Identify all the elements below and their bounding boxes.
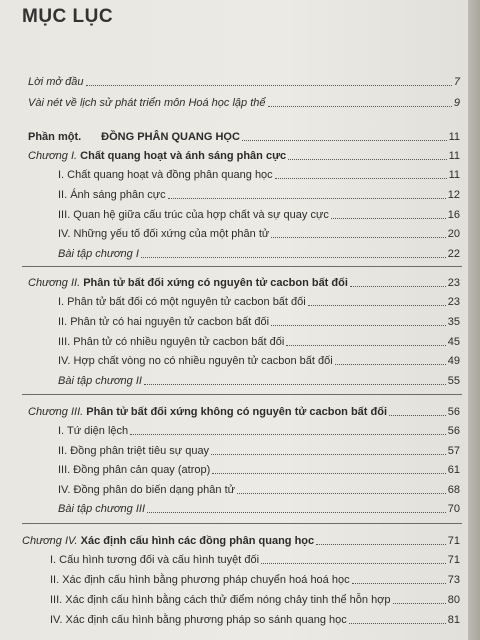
toc-page-number: 71 <box>447 554 460 566</box>
toc-entry-history[interactable] <box>28 97 460 110</box>
toc-chapter-2[interactable] <box>28 277 460 290</box>
toc-entry-preface[interactable] <box>28 76 460 89</box>
toc-page-number: 70 <box>447 503 460 515</box>
leader-dots <box>308 305 446 306</box>
toc-page-number: 22 <box>447 248 460 260</box>
leader-dots <box>288 159 446 160</box>
toc-page-number: 23 <box>447 296 460 308</box>
leader-dots <box>211 454 446 455</box>
toc-chapter-4[interactable] <box>22 535 460 548</box>
leader-dots <box>212 473 445 474</box>
toc-part-one[interactable] <box>28 131 460 144</box>
toc-page-number: 57 <box>447 445 460 457</box>
toc-page-number: 11 <box>448 150 460 162</box>
toc-page-number: 71 <box>447 535 460 547</box>
leader-dots <box>237 493 446 494</box>
toc-page-number: 45 <box>447 336 460 348</box>
toc-section[interactable]: III. Quan hệ giữa cấu trúc của hợp chất và sự quay cực 16 <box>58 209 460 221</box>
toc-section[interactable]: IV. Những yếu tố đối xứng của một phân tử 20 <box>58 228 460 240</box>
leader-dots <box>141 257 446 258</box>
toc-page-number: 16 <box>447 209 460 221</box>
part-prefix: Phần một. <box>28 131 82 143</box>
toc-page-number: 9 <box>453 97 460 109</box>
leader-dots <box>350 286 446 287</box>
toc-section[interactable]: I. Phân tử bất đối có một nguyên tử cacbon bất đối 23 <box>58 296 460 308</box>
toc-section[interactable]: I. Chất quang hoạt và đồng phân quang học 11 <box>58 169 460 181</box>
toc-section[interactable]: IV. Xác định cấu hình bằng phương pháp so sánh quang học 81 <box>50 614 460 626</box>
toc-section[interactable]: II. Xác định cấu hình bằng phương pháp chuyển hoá hoá học 73 <box>50 574 460 586</box>
toc-page-number: 11 <box>448 131 460 143</box>
leader-dots <box>271 237 445 238</box>
leader-dots <box>271 325 446 326</box>
toc-section[interactable]: III. Đồng phân cản quay (atrop) 61 <box>58 464 460 476</box>
leader-dots <box>393 603 446 604</box>
toc-page-number: 68 <box>447 484 460 496</box>
toc-section[interactable]: III. Xác định cấu hình bằng cách thử điểm nóng chảy tinh thể hỗn hợp 80 <box>50 594 460 606</box>
toc-chapter-1[interactable] <box>28 150 460 163</box>
toc-section[interactable]: II. Ánh sáng phân cực 12 <box>58 189 460 201</box>
part-title: ĐỒNG PHÂN QUANG HỌC <box>101 131 240 143</box>
leader-dots <box>349 623 446 624</box>
toc-page-number: 23 <box>447 277 460 289</box>
page-edge-shadow <box>468 0 480 640</box>
toc-page-number: 56 <box>447 406 460 418</box>
leader-dots <box>389 415 446 416</box>
toc-exercise[interactable]: Bài tập chương III 70 <box>58 503 460 515</box>
chapter-prefix: Chương I. <box>28 150 78 162</box>
leader-dots <box>275 178 447 179</box>
chapter-prefix: Chương III. <box>28 406 84 418</box>
toc-page-number: 20 <box>447 228 460 240</box>
toc-page-number: 11 <box>448 169 460 181</box>
chapter-title: Phân tử bất đối xứng có nguyên tử cacbon bất đối <box>83 277 348 289</box>
leader-dots <box>352 583 446 584</box>
toc-entry-label: Lời mở đầu <box>28 76 84 88</box>
toc-exercise[interactable]: Bài tập chương I 22 <box>58 248 460 260</box>
leader-dots <box>130 434 446 435</box>
chapter-prefix: Chương IV. <box>22 535 78 547</box>
leader-dots <box>331 218 446 219</box>
leader-dots <box>286 345 445 346</box>
leader-dots <box>168 198 446 199</box>
toc-page-number: 7 <box>453 76 460 88</box>
section-divider <box>22 394 462 395</box>
leader-dots <box>242 140 447 141</box>
page-title: MỤC LỤC <box>22 6 114 27</box>
toc-section[interactable]: IV. Hợp chất vòng no có nhiều nguyên tử cacbon bất đối 49 <box>58 355 460 367</box>
toc-chapter-3[interactable] <box>28 406 460 419</box>
toc-entry-label: Vài nét về lịch sử phát triển môn Hoá học lập thể <box>28 97 266 109</box>
chapter-title: Phân tử bất đối xứng không có nguyên tử cacbon bất đối <box>86 406 387 418</box>
leader-dots <box>261 563 446 564</box>
toc-page-number: 81 <box>447 614 460 626</box>
toc-section[interactable]: II. Đồng phân triệt tiêu sự quay 57 <box>58 445 460 457</box>
leader-dots <box>268 106 452 107</box>
toc-section[interactable]: I. Cấu hình tương đối và cấu hình tuyệt đối 71 <box>50 554 460 566</box>
leader-dots <box>335 364 446 365</box>
chapter-title: Chất quang hoạt và ánh sáng phân cực <box>80 150 287 162</box>
toc-section[interactable]: I. Tứ diện lệch 56 <box>58 425 460 437</box>
leader-dots <box>86 85 452 86</box>
toc-page-number: 80 <box>447 594 460 606</box>
toc-section[interactable]: II. Phân tử có hai nguyên tử cacbon bất đối 35 <box>58 316 460 328</box>
leader-dots <box>147 512 446 513</box>
toc-page-number: 56 <box>447 425 460 437</box>
leader-dots <box>144 384 446 385</box>
section-divider <box>22 523 462 524</box>
leader-dots <box>316 544 446 545</box>
toc-page-number: 49 <box>447 355 460 367</box>
toc-exercise[interactable]: Bài tập chương II 55 <box>58 375 460 387</box>
toc-page-number: 55 <box>447 375 460 387</box>
toc-section[interactable]: III. Phân tử có nhiều nguyên tử cacbon bất đối 45 <box>58 336 460 348</box>
toc-section[interactable]: IV. Đồng phân do biến dạng phân tử 68 <box>58 484 460 496</box>
toc-page-number: 12 <box>447 189 460 201</box>
section-divider <box>22 266 462 267</box>
toc-page-number: 61 <box>447 464 460 476</box>
toc-page-number: 73 <box>447 574 460 586</box>
chapter-title: Xác định cấu hình các đồng phân quang học <box>80 535 315 547</box>
chapter-prefix: Chương II. <box>28 277 81 289</box>
toc-page-number: 35 <box>447 316 460 328</box>
